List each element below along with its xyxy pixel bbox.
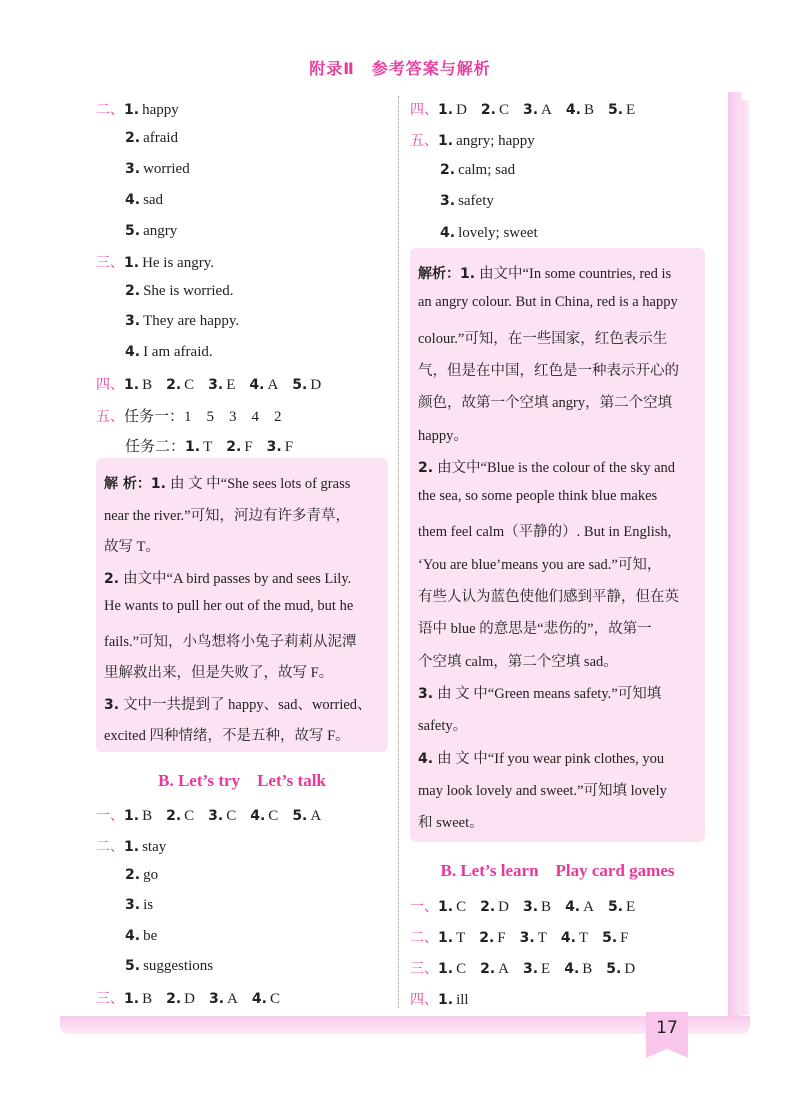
item-answer: D	[184, 991, 195, 1007]
item-answer: C	[184, 808, 195, 824]
item-answer: He is angry.	[142, 255, 214, 271]
item-number: 3.	[519, 930, 535, 946]
item-number: 5.	[607, 102, 624, 118]
explanation-text: happy。	[418, 427, 468, 444]
answer-line	[125, 344, 213, 361]
task-one-line	[96, 405, 282, 426]
explanation-text: colour.”可知，在一些国家，红色表示生	[418, 330, 668, 347]
answer-line	[125, 192, 163, 209]
item-answer: worried	[143, 161, 190, 177]
explanation-line	[104, 504, 350, 525]
explanation-text: 个空填 calm，第二个空填 sad。	[418, 653, 618, 670]
explanation-line	[104, 630, 357, 651]
item-answer: E	[626, 899, 636, 915]
explanation-item-number: 1.	[150, 476, 166, 492]
item-answer: F	[497, 930, 506, 946]
item-number: 2.	[226, 439, 242, 455]
item-number: 3.	[208, 377, 224, 393]
item-answer: A	[583, 899, 594, 915]
item-number: 1.	[124, 377, 140, 393]
item-number: 4.	[564, 961, 580, 977]
explanation-item-number: 1.	[460, 266, 476, 282]
section-marker: 五、	[410, 133, 438, 149]
answer-row	[410, 99, 635, 119]
answer-line	[125, 283, 233, 300]
explanation-line	[104, 567, 351, 588]
answer-line	[125, 867, 158, 884]
page-header: 附录Ⅱ 参考答案与解析	[309, 59, 491, 78]
item-answer: safety	[458, 193, 494, 209]
item-number: 2.	[166, 377, 182, 393]
item-number: 4.	[560, 930, 576, 946]
item-answer: D	[498, 899, 509, 915]
item-answer: F	[620, 930, 629, 946]
item-number: 2.	[166, 991, 182, 1007]
section-marker: 一、	[96, 808, 124, 824]
section-b-title-left: B. Let’s try Let’s talk	[158, 771, 326, 790]
item-number: 3.	[208, 991, 225, 1007]
item-number: 5.	[125, 223, 141, 239]
item-number: 3.	[125, 161, 141, 177]
task-two-label: 任务二：	[125, 439, 186, 455]
item-answer: C	[184, 377, 195, 393]
explanation-text: 和 sweet。	[418, 815, 484, 832]
item-answer: F	[284, 439, 294, 455]
item-answer: B	[541, 899, 552, 915]
explanation-line	[418, 682, 661, 703]
item-number: 5.	[292, 808, 308, 824]
page-number: 17	[656, 1018, 678, 1038]
item-number: 4.	[250, 808, 266, 824]
item-number: 4.	[565, 899, 581, 915]
item-number: 2.	[166, 808, 182, 824]
item-number: 1.	[124, 839, 140, 855]
item-answer: A	[310, 808, 322, 824]
item-answer: E	[541, 961, 551, 977]
section-marker: 三、	[96, 991, 124, 1007]
task-one-values: 1 5 3 4 2	[184, 409, 282, 425]
item-number: 2.	[480, 102, 496, 118]
section-marker: 四、	[410, 102, 438, 118]
answer-line	[410, 130, 535, 150]
explanation-text: 由 文 中“If you wear pink clothes, you	[437, 750, 665, 767]
explanation-text: the sea, so some people think blue makes	[418, 488, 658, 505]
item-answer: C	[269, 991, 280, 1007]
item-answer: T	[456, 930, 466, 946]
item-number: 2.	[125, 282, 141, 299]
section-marker: 五、	[96, 409, 124, 425]
column-divider	[398, 96, 399, 1008]
item-number: 3.	[125, 897, 141, 913]
answer-row	[410, 927, 629, 947]
answer-line	[440, 225, 538, 242]
item-number: 4.	[251, 991, 267, 1007]
item-answer: B	[142, 377, 153, 393]
answer-line	[440, 162, 515, 179]
answer-row	[410, 958, 635, 978]
explanation-line	[418, 327, 667, 348]
answer-row	[96, 988, 280, 1008]
item-answer: They are happy.	[143, 313, 240, 329]
section-marker: 四、	[410, 992, 438, 1008]
page-edge-decoration-outer	[742, 100, 750, 1015]
explanation-line	[418, 779, 667, 800]
answer-line	[125, 161, 190, 178]
explanation-line	[104, 724, 350, 745]
item-number: 5.	[292, 377, 308, 393]
item-number: 1.	[438, 899, 454, 915]
item-answer: F	[244, 439, 253, 455]
explanation-line	[418, 617, 652, 638]
section-marker: 二、	[410, 930, 438, 946]
section-marker: 二、	[96, 102, 124, 118]
answer-line	[125, 223, 177, 240]
explanation-text: 文中一共提到了 happy、sad、worried、	[123, 696, 372, 713]
explanation-item-number: 2.	[104, 570, 120, 587]
item-number: 4.	[249, 377, 265, 393]
item-number: 2.	[440, 161, 456, 178]
item-number: 1.	[438, 930, 454, 946]
item-number: 2.	[125, 130, 141, 146]
item-answer: D	[456, 102, 467, 118]
item-answer: A	[498, 961, 509, 977]
section-marker: 一、	[410, 899, 438, 915]
answer-line	[125, 130, 178, 147]
item-number: 5.	[602, 930, 618, 946]
item-answer: D	[310, 377, 322, 393]
item-answer: B	[142, 991, 153, 1007]
explanation-text: He wants to pull her out of the mud, but he	[104, 598, 354, 614]
item-answer: go	[143, 866, 159, 883]
item-number: 5.	[606, 961, 622, 977]
answer-line	[125, 313, 239, 330]
explanation-line	[104, 661, 333, 682]
item-answer: A	[227, 991, 238, 1007]
task-two-line	[125, 435, 293, 456]
item-number: 4.	[565, 102, 581, 118]
item-answer: C	[456, 899, 467, 915]
explanation-text: 有些人认为蓝色使他们感到平静，但在英	[418, 589, 679, 605]
item-number: 2.	[479, 930, 495, 946]
item-number: 1.	[124, 255, 140, 271]
task-one-label: 任务一：	[124, 409, 185, 425]
item-number: 1.	[438, 992, 454, 1008]
item-number: 1.	[185, 439, 201, 455]
item-number: 1.	[438, 961, 454, 977]
item-number: 3.	[266, 439, 282, 455]
item-number: 3.	[522, 961, 539, 977]
explanation-text: 由 文 中“She sees lots of grass	[169, 476, 351, 492]
section-marker: 二、	[96, 839, 124, 855]
explanation-text: 由文中“In some countries, red is	[479, 266, 672, 282]
item-answer: C	[268, 808, 279, 824]
answer-line	[125, 928, 157, 945]
item-answer: B	[583, 102, 594, 118]
answer-line	[125, 897, 153, 914]
explanation-label: 解析：	[418, 266, 460, 282]
section-b-title-right: B. Let’s learn Play card games	[440, 861, 675, 880]
item-answer: T	[537, 930, 547, 946]
item-answer: I am afraid.	[143, 343, 213, 360]
explanation-text: may look lovely and sweet.”可知填 lovely	[418, 782, 667, 799]
item-answer: stay	[142, 839, 167, 855]
explanation-text: 语中 blue 的意思是“悲伤的”，故第一	[418, 621, 652, 638]
item-number: 4.	[125, 192, 141, 208]
item-answer: afraid	[143, 130, 179, 146]
item-number: 1.	[438, 102, 454, 118]
section-marker: 三、	[96, 255, 124, 271]
item-answer: T	[203, 439, 213, 455]
explanation-line	[418, 359, 679, 380]
item-number: 2.	[480, 961, 496, 977]
item-number: 2.	[125, 866, 141, 883]
explanation-text: 里解救出来，但是失败了，故写 F。	[104, 665, 334, 681]
item-number: 3.	[125, 313, 141, 329]
item-answer: B	[582, 961, 593, 977]
item-answer: be	[143, 927, 158, 944]
item-number: 1.	[124, 808, 140, 824]
item-answer: She is worried.	[143, 282, 234, 299]
explanation-line	[418, 553, 661, 574]
item-number: 4.	[440, 224, 456, 241]
explanation-line	[418, 747, 664, 768]
explanation-line	[418, 585, 679, 606]
explanation-text: 气，但是在中国，红色是一种表示开心的	[418, 362, 679, 379]
item-answer: angry	[143, 223, 178, 239]
item-answer: E	[226, 377, 236, 393]
item-answer: sad	[143, 192, 164, 208]
item-answer: angry; happy	[456, 133, 535, 149]
item-number: 3.	[522, 102, 539, 118]
explanation-text: 由文中“Blue is the colour of the sky and	[437, 459, 676, 476]
explanation-line	[418, 520, 671, 541]
answer-row	[96, 805, 321, 825]
item-number: 5.	[607, 899, 624, 915]
explanation-text: 故写 T。	[104, 539, 160, 555]
explanation-text: 由文中“A bird passes by and sees Lily.	[123, 570, 352, 587]
page-edge-decoration	[728, 92, 742, 1022]
explanation-item-number: 2.	[418, 459, 434, 476]
item-answer: A	[267, 377, 279, 393]
item-answer: suggestions	[143, 958, 214, 974]
explanation-line	[418, 424, 468, 445]
answer-line	[96, 99, 179, 119]
item-answer: T	[578, 930, 589, 946]
item-number: 1.	[438, 133, 454, 149]
item-number: 2.	[480, 899, 496, 915]
explanation-line	[418, 294, 678, 311]
answer-line	[125, 958, 213, 975]
explanation-line	[418, 714, 467, 735]
answer-row	[410, 989, 469, 1009]
section-marker: 四、	[96, 377, 124, 393]
explanation-line	[104, 693, 372, 714]
explanation-text: safety。	[418, 718, 468, 735]
explanation-item-number: 4.	[418, 750, 434, 767]
item-answer: ill	[456, 992, 469, 1008]
explanation-text: an angry colour. But in China, red is a happy	[418, 294, 678, 311]
item-answer: C	[456, 961, 467, 977]
item-number: 1.	[124, 102, 140, 118]
item-answer: A	[541, 102, 552, 118]
explanation-line	[418, 456, 675, 477]
explanation-item-number: 3.	[104, 696, 120, 713]
item-answer: C	[226, 808, 237, 824]
explanation-line	[418, 262, 671, 283]
explanation-text: 颜色，故第一个空填 angry，第二个空填	[418, 395, 673, 412]
explanation-text: fails.”可知，小鸟想将小兔子莉莉从泥潭	[104, 633, 357, 650]
item-number: 1.	[124, 991, 140, 1007]
item-number: 3.	[440, 193, 456, 209]
item-number: 3.	[522, 899, 539, 915]
explanation-label: 解 析：	[104, 476, 151, 492]
item-number: 4.	[125, 343, 141, 360]
section-marker: 三、	[410, 961, 438, 977]
explanation-line	[418, 650, 618, 671]
item-answer: B	[142, 808, 153, 824]
explanation-line	[104, 472, 350, 493]
answer-row	[96, 374, 321, 394]
item-answer: calm; sad	[458, 161, 516, 178]
item-answer: is	[143, 897, 154, 913]
explanation-line	[418, 488, 657, 505]
explanation-text: near the river.”可知，河边有许多青草，	[104, 507, 351, 524]
item-answer: lovely; sweet	[458, 224, 538, 241]
explanation-line	[418, 391, 672, 412]
item-answer: D	[624, 961, 636, 977]
item-number: 5.	[125, 958, 141, 974]
explanation-line	[418, 811, 484, 832]
explanation-line	[104, 535, 160, 556]
item-answer: E	[626, 102, 636, 118]
item-number: 3.	[208, 808, 224, 824]
explanation-line	[104, 598, 353, 615]
answer-row	[410, 896, 635, 916]
answer-line	[96, 836, 166, 856]
explanation-text: them feel calm（平静的）. But in English,	[418, 524, 672, 541]
item-answer: C	[498, 102, 509, 118]
explanation-text: excited 四种情绪，不是五种，故写 F。	[104, 728, 350, 744]
explanation-text: 由 文 中“Green means safety.”可知填	[437, 685, 662, 702]
answer-line	[96, 252, 214, 272]
item-number: 4.	[125, 927, 141, 944]
item-answer: happy	[142, 102, 179, 118]
explanation-text: ‘You are blue’means you are sad.”可知，	[418, 556, 662, 573]
answer-line	[440, 193, 494, 210]
explanation-item-number: 3.	[418, 685, 434, 702]
